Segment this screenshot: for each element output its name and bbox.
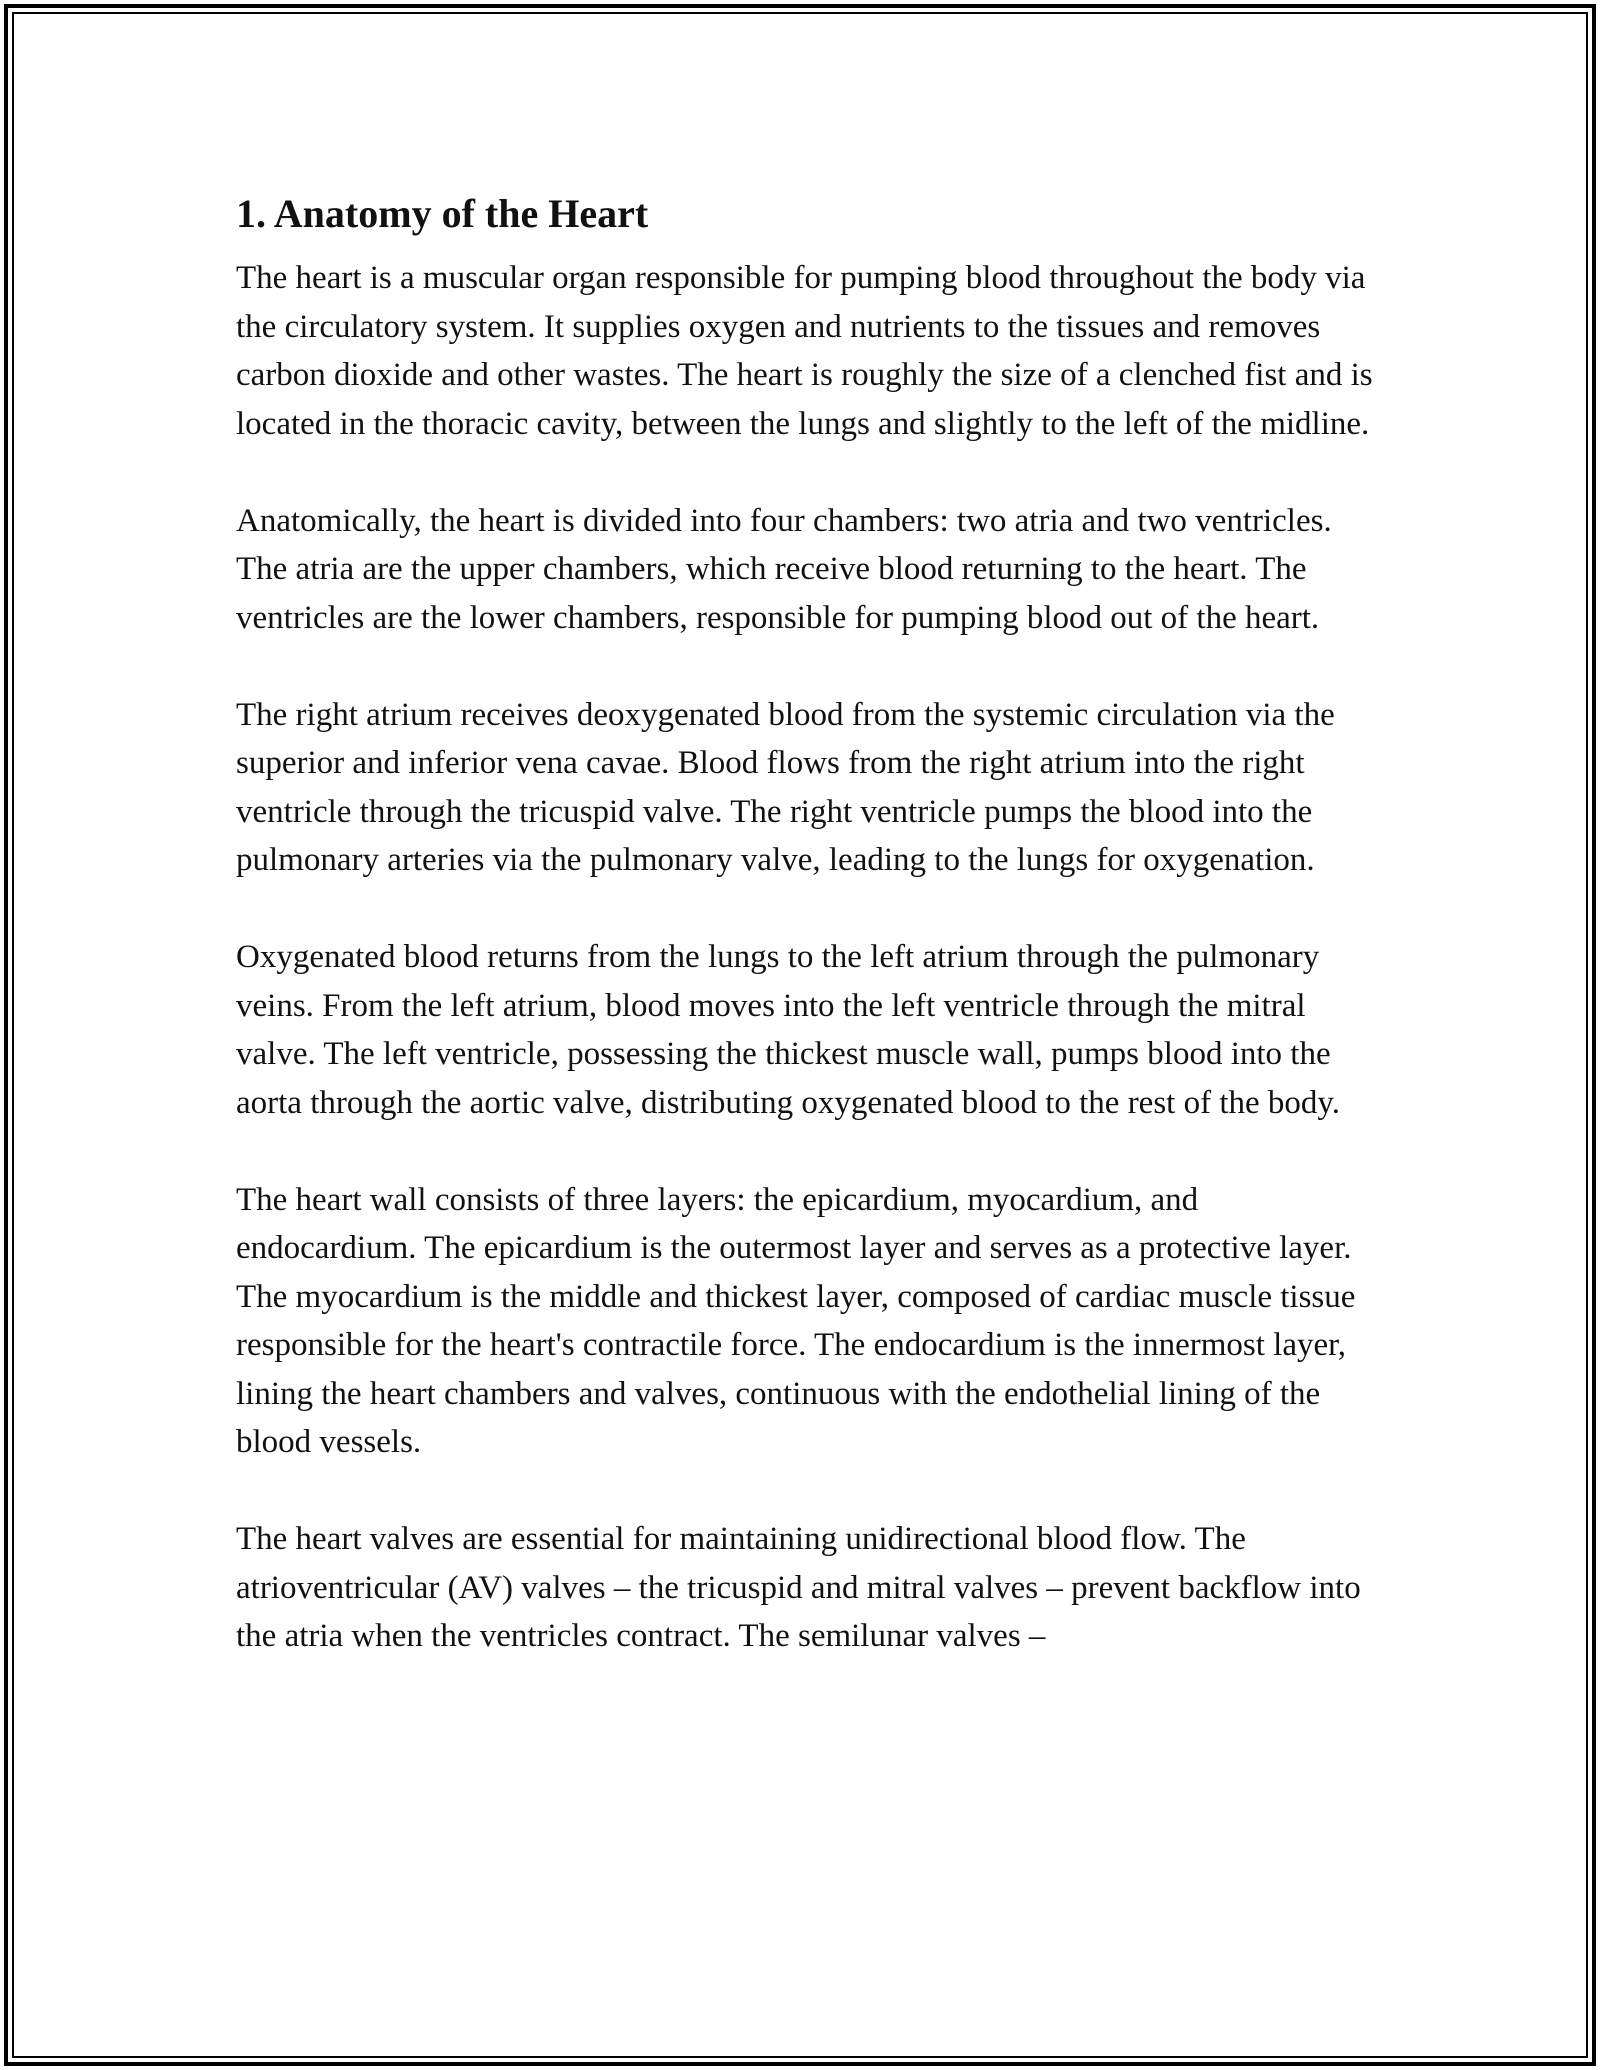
paragraph-chambers: Anatomically, the heart is divided into four chambers: two atria and two ventricles. The atria are the upper chambers, which receive blood returning to the heart. The ventricles are the lower chambers, responsible for pumping blood out of the heart. [236,502,1332,636]
paragraph-heart-overview: The heart is a muscular organ responsible for pumping blood throughout the body via the circulatory system. It supplies oxygen and nutrients to the tissues and removes carbon dioxide and other wastes. The heart is roughly the size of a clenched fist and is located in the thoracic cavity, between the lungs and slightly to the left of the midline. [236,260,1373,442]
paragraph-heart-valves: The heart valves are essential for maintaining unidirectional blood flow. The atrioventricular (AV) valves – the tricuspid and mitral valves – prevent backflow into the atria when the ventricles contract. The semilunar valves – [236,1521,1361,1654]
paragraph-heart-wall: The heart wall consists of three layers: the epicardium, myocardium, and endocardium. The epicardium is the outermost layer and serves as a protective layer. The myocardium is the middle and thickest layer, composed of cardiac muscle tissue responsible for the heart's contractile force. The endocardium is the innermost layer, lining the heart chambers and valves, continuous with the endothelial lining of the blood vessels. [236,1181,1356,1460]
section-heading: 1. Anatomy of the Heart [236,191,649,236]
paragraph-left-side-flow: Oxygenated blood returns from the lungs to the left atrium through the pulmonary veins. From the left atrium, blood moves into the left ventricle through the mitral valve. The left ventricle, possessing the thickest muscle wall, pumps blood into the aorta through the aortic valve, distributing oxygenated blood to the rest of the body. [236,939,1341,1121]
document-body [236,186,1376,1661]
paragraph-right-side-flow: The right atrium receives deoxygenated blood from the systemic circulation via the superior and inferior vena cavae. Blood flows from the right atrium into the right ventricle through the tricuspid valve. The right ventricle pumps the blood into the pulmonary arteries via the pulmonary valve, leading to the lungs for oxygenation. [236,696,1335,878]
